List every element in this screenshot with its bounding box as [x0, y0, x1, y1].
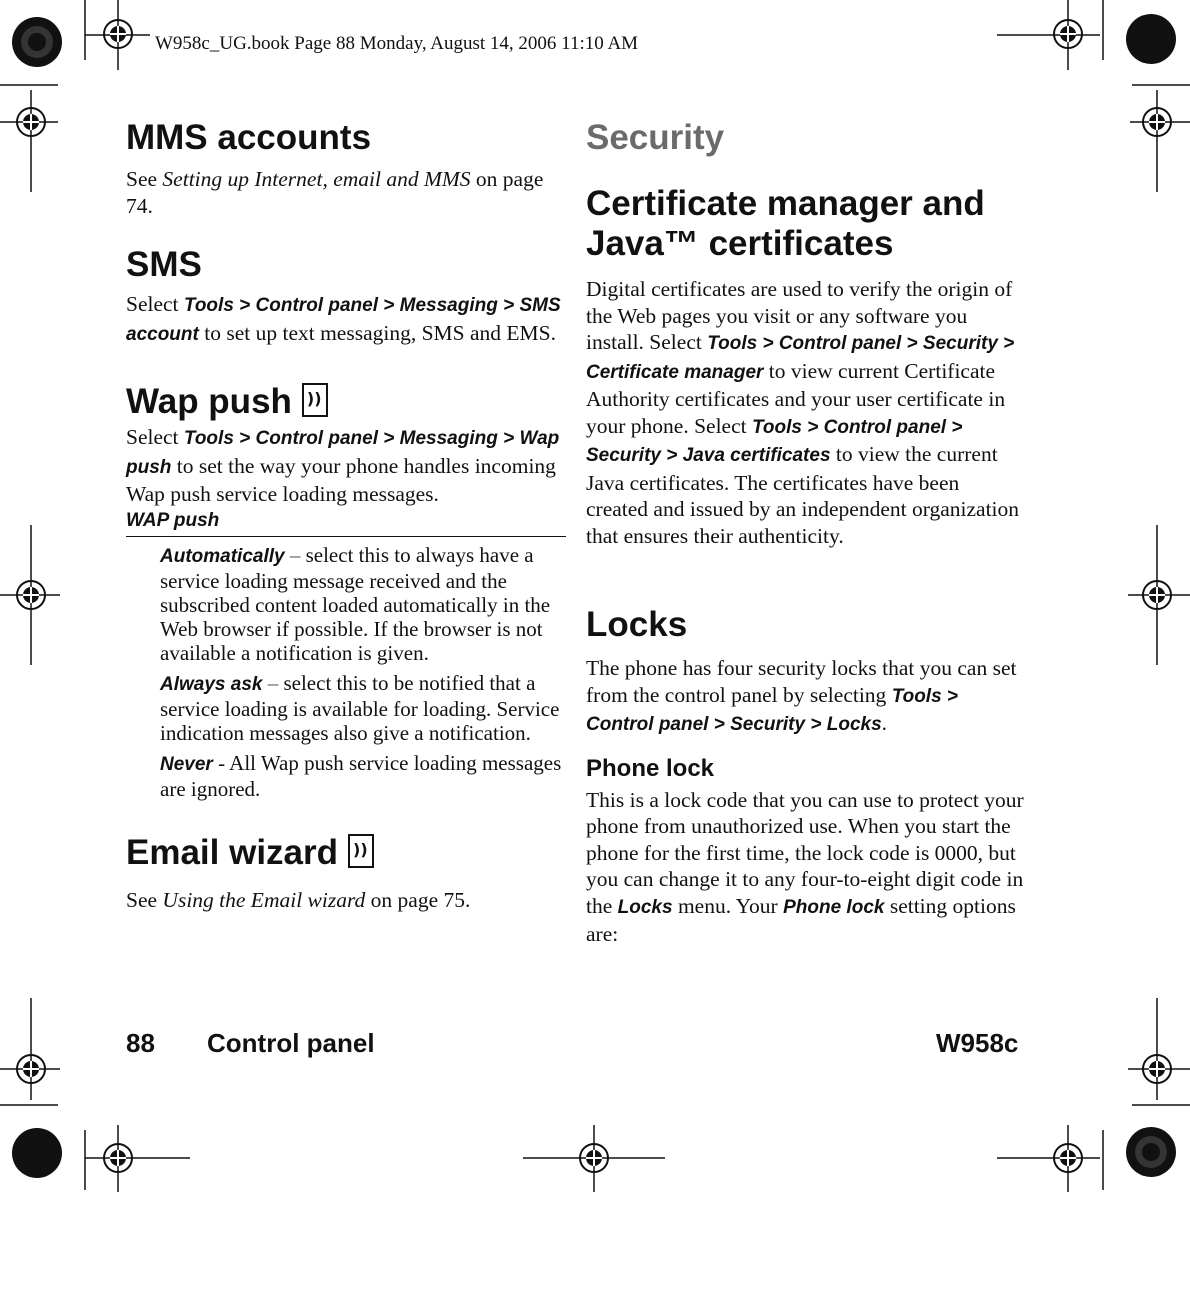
sms-text: Select Tools > Control panel > Messaging > SMS account to set up text messaging, SMS and EMS. [126, 292, 561, 345]
chapter-title: Control panel [207, 1028, 375, 1058]
menu-path: Tools > Control panel > Messaging > SMS account [126, 295, 561, 345]
menu-path: Tools > Control panel > Security > Java certificates [586, 416, 963, 466]
page-number: 88 [126, 1028, 155, 1058]
locks-heading: Locks [586, 605, 688, 644]
option-always-ask: Always ask – select this to be notified that a service loading is available for loading. Service indication messages also give a notification. [160, 670, 560, 745]
certificate-manager-text: Digital certificates are used to verify the origin of the Web pages you visit or any software you install. Select Tools > Control panel > Security > Certificate manager to view current Certificate Authority certificates and your user certificate in your phone. Select Tools > Control panel > Security > Java certificates to view the current Java certificates. The certificates have been created and issued by an independent organization that ensures their authenticity. [586, 277, 1020, 548]
certificate-manager-heading: Certificate manager and Java™ certificates [586, 184, 985, 263]
menu-path: Tools > Control panel > Security > Certificate manager [586, 333, 1015, 383]
mms-accounts-heading: MMS accounts [126, 118, 372, 157]
wap-push-text: Select Tools > Control panel > Messaging > Wap push to set the way your phone handles incoming Wap push service loading messages. [126, 425, 560, 506]
sms-heading: SMS [126, 245, 202, 284]
corner-dot-icon [12, 1128, 62, 1178]
wap-push-table-title: WAP push [126, 510, 566, 537]
wap-push-heading: Wap push )) [126, 382, 566, 422]
cross-reference: Using the Email wizard [162, 887, 366, 912]
option-never: Never - All Wap push service loading messages are ignored. [160, 750, 562, 801]
phone-lock-text: This is a lock code that you can use to protect your phone from unauthorized use. When you start the phone for the first time, the lock code is 0000, but you can change it to any four-to-eight digit code in the Locks menu. Your Phone lock setting options are: [586, 787, 1024, 946]
model-name: W958c [936, 1028, 1019, 1058]
print-slug: W958c_UG.book Page 88 Monday, August 14, 2006 11:10 AM [155, 33, 639, 54]
operator-service-icon: )) [348, 834, 374, 868]
option-automatically: Automatically – select this to always have a service loading message received and the subscribed content loaded automatically in the Web browser if possible. If the browser is not available a notification is given. [160, 542, 551, 665]
email-wizard-heading: Email wizard )) [126, 833, 566, 873]
corner-starburst-icon [12, 17, 62, 67]
corner-starburst-icon [1126, 1127, 1176, 1177]
cross-reference: Setting up Internet, email and MMS [162, 167, 471, 191]
wap-push-options [126, 543, 566, 801]
left-column [126, 118, 566, 913]
mms-accounts-text: See Setting up Internet, email and MMS on page 74. [126, 167, 544, 218]
right-column [586, 118, 1026, 948]
corner-dot-icon [1126, 14, 1176, 64]
email-wizard-text: See Using the Email wizard on page 75. [126, 887, 471, 912]
locks-text: The phone has four security locks that you can set from the control panel by selecting Tools > Control panel > Security > Locks. [586, 656, 1017, 735]
phone-lock-heading: Phone lock [586, 754, 715, 782]
operator-service-icon: )) [302, 383, 328, 417]
menu-path: Tools > Control panel > Messaging > Wap push [126, 428, 560, 478]
security-section-heading: Security [586, 118, 725, 157]
menu-path: Tools > Control panel > Security > Locks [586, 685, 959, 735]
